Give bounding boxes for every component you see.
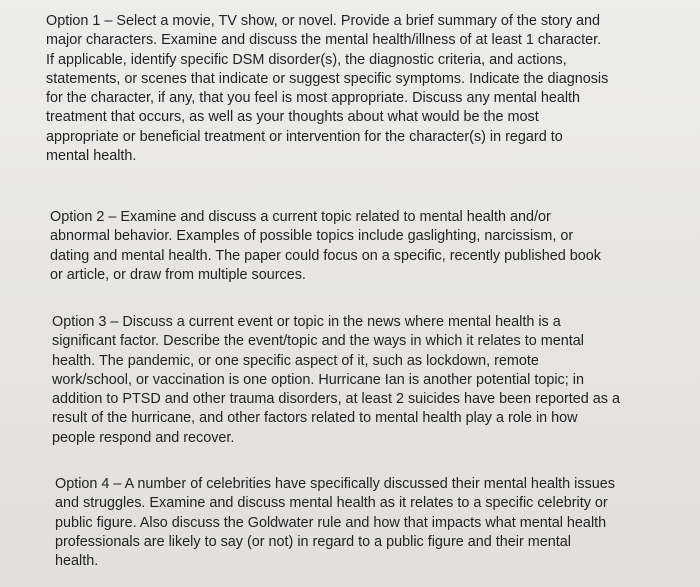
option-1-line-5: for the character, if any, that you feel is most appropriate. Discuss any mental health: [46, 90, 581, 107]
option-2-line-1: Option 2 – Examine and discuss a current topic related to mental health and/or: [50, 209, 551, 225]
option-3-line-2: significant factor. Describe the event/topic and the ways in which it relates to mental: [52, 333, 584, 350]
option-2-line-3: dating and mental health. The paper could focus on a specific, recently published book: [50, 247, 601, 264]
option-4-line-5: health.: [55, 553, 99, 570]
option-1-line-2: major characters. Examine and discuss the mental health/illness of at least 1 character.: [46, 32, 602, 49]
option-1-paragraph: [46, 12, 608, 166]
option-3-line-1: Option 3 – Discuss a current event or topic in the news where mental health is a: [52, 314, 561, 330]
option-3-line-7: people respond and recover.: [52, 429, 235, 446]
option-2-line-2: abnormal behavior. Examples of possible topics include gaslighting, narcissism, or: [50, 228, 574, 245]
option-2-paragraph: [50, 208, 601, 285]
option-1-line-6: treatment that occurs, as well as your thoughts about what would be the most: [46, 109, 539, 126]
option-4-line-4: professionals are likely to say (or not) in regard to a public figure and their mental: [55, 533, 571, 550]
option-2-line-4: or article, or draw from multiple sources.: [50, 266, 306, 283]
option-1-line-8: mental health.: [46, 148, 137, 165]
option-3-paragraph: [52, 313, 620, 448]
option-3-line-6: result of the hurricane, and other factors related to mental health play a role in how: [52, 410, 578, 427]
option-3-line-3: health. The pandemic, or one specific aspect of it, such as lockdown, remote: [52, 352, 539, 369]
option-3-line-5: addition to PTSD and other trauma disorders, at least 2 suicides have been reported as a: [52, 391, 620, 408]
option-4-line-1: Option 4 – A number of celebrities have specifically discussed their mental health issues: [55, 476, 615, 492]
option-1-line-3: If applicable, identify specific DSM disorder(s), the diagnostic criteria, and actions,: [46, 51, 567, 68]
option-4-paragraph: [55, 475, 615, 571]
option-1-line-4: statements, or scenes that indicate or suggest specific symptoms. Indicate the diagnosis: [46, 70, 609, 87]
option-3-line-4: work/school, or vaccination is one option. Hurricane Ian is another potential topic; in: [52, 371, 584, 388]
option-1-line-1: Option 1 – Select a movie, TV show, or novel. Provide a brief summary of the story and: [46, 13, 601, 29]
option-1-line-7: appropriate or beneficial treatment or intervention for the character(s) in regard to: [46, 128, 563, 145]
option-4-line-3: public figure. Also discuss the Goldwater rule and how that impacts what mental health: [55, 514, 607, 531]
option-4-line-2: and struggles. Examine and discuss mental health as it relates to a specific celebrity or: [55, 495, 608, 512]
